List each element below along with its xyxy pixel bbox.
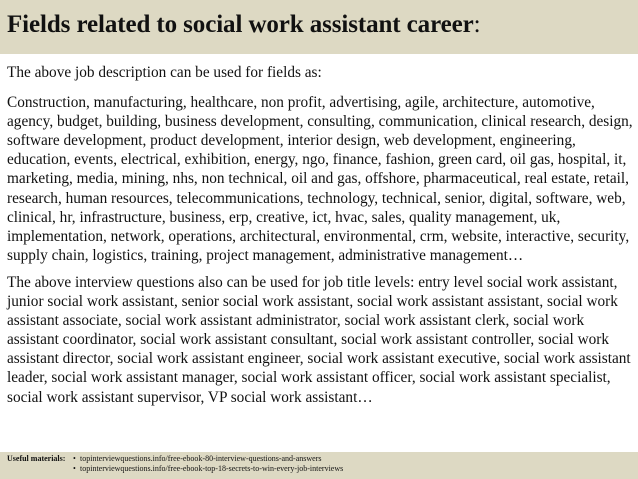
footer-link-2[interactable]: topinterviewquestions.info/free-ebook-top-18-secrets-to-win-every-job-interviews (80, 464, 344, 473)
bullet-icon: • (73, 464, 76, 473)
footer-label: Useful materials: (7, 454, 66, 463)
page-title (7, 11, 638, 39)
bullet-icon: • (73, 454, 76, 463)
page-title-colon: : (473, 11, 481, 38)
footer-row-1 (7, 454, 638, 464)
title-bar (0, 0, 638, 54)
intro-text: The above job description can be used for fields as: (7, 64, 322, 81)
footer-row-2 (7, 464, 638, 474)
levels-paragraph: The above interview questions also can be used for job title levels: entry level social work assistant, junior social work assistant, senior social work assistant, social work assistant assistant, social work assistant associate, social work assistant administrator, social work assistant clerk, social work assistant coordinator, social work assistant consultant, social work assistant controller, social work assistant director, social work assistant engineer, social work assistant executive, social work assistant leader, social work assistant manager, social work assistant officer, social work assistant specialist, social work assistant supervisor, VP social work assistant… (7, 273, 631, 406)
page-title-text: Fields related to social work assistant career (7, 11, 474, 38)
slide-body (7, 63, 635, 407)
fields-paragraph: Construction, manufacturing, healthcare, non profit, advertising, agile, architecture, automotive, agency, budget, building, business development, consulting, communication, clinical research, design, software development, product development, interior design, web development, engineering, education, events, electrical, exhibition, energy, ngo, finance, fashion, green card, oil gas, hospital, it, marketing, media, mining, nhs, non technical, oil and gas, offshore, pharmaceutical, real estate, retail, research, human resources, telecommunications, technology, technical, senior, digital, software, web, clinical, hr, infrastructure, business, erp, creative, ict, hvac, sales, quality management, uk, implementation, network, operations, architectural, environmental, crm, website, interactive, security, supply chain, logistics, training, project management, administrative management… (7, 94, 633, 264)
footer-bar (0, 452, 638, 479)
footer-link-1[interactable]: topinterviewquestions.info/free-ebook-80-interview-questions-and-answers (80, 454, 322, 463)
